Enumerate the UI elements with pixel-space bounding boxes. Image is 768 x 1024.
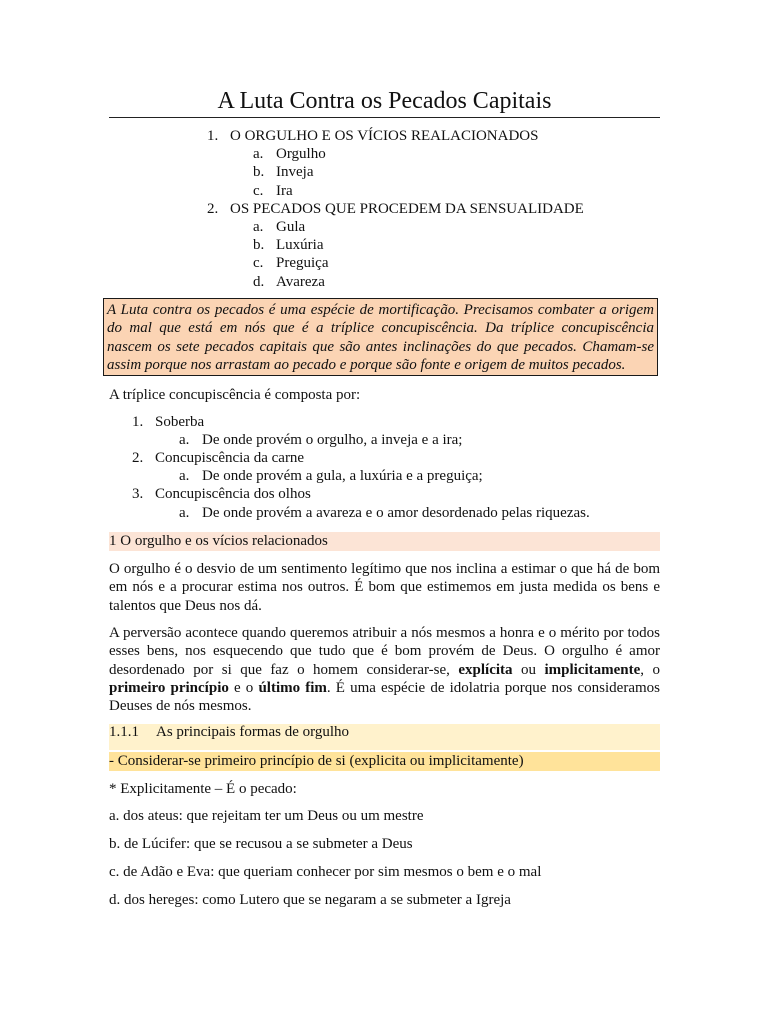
callout-box: A Luta contra os pecados é uma espécie de mortificação. Precisamos combater a origem do mal que está em nós que é a tríplice concupiscência. Da tríplice concupiscência nascem os sete pecados capitais que são antes inclinações do que pecados. Chamam-se assim porque nos arrastam ao pecado e porque são fonte e origem de muitos pecados.: [103, 298, 658, 376]
outline-letter: c.: [253, 255, 264, 272]
outline-item-text: Orgulho: [276, 146, 326, 163]
outline-item-text: Inveja: [276, 164, 314, 181]
outline-item-text: Gula: [276, 218, 306, 235]
outline-item-text: Ira: [276, 182, 293, 199]
triplice-letter: a.: [179, 505, 190, 521]
outline-letter: a.: [253, 218, 264, 235]
bold-term: implicitamente: [544, 661, 641, 678]
list-item: c. de Adão e Eva: que queriam conhecer por sim mesmos o bem e o mal: [109, 864, 542, 880]
bold-term: último fim: [258, 679, 327, 696]
paragraph-text: A perversão acontece quando queremos atribuir a nós mesmos a honra e o mérito por todos esses bens, nos esquecendo que tudo que é bom provém de Deus. O orgulho é amor desordenado por si que faz o homem considerar-se,: [109, 625, 660, 678]
outline-section: [109, 200, 660, 218]
triplice-subitem: De onde provém a gula, a luxúria e a preguiça;: [202, 468, 483, 484]
outline-letter: b.: [253, 237, 265, 254]
outline-number: 1.: [207, 128, 219, 144]
section-heading: 1 O orgulho e os vícios relacionados: [109, 532, 660, 551]
paragraph-perversao: [109, 624, 660, 715]
outline-item: [109, 236, 660, 254]
outline-section-title: O ORGULHO E OS VÍCIOS REALACIONADOS: [230, 128, 539, 144]
outline-item: [109, 182, 660, 200]
outline-list: [109, 127, 660, 291]
triplice-item: Concupiscência dos olhos: [155, 486, 311, 502]
title-underline: [109, 117, 660, 118]
subsection-number: 1.1.1: [109, 724, 139, 740]
outline-letter: c.: [253, 182, 264, 199]
subsection-heading: [109, 724, 660, 750]
outline-number: 2.: [207, 200, 219, 217]
triplice-letter: a.: [179, 468, 190, 484]
list-item: d. dos hereges: como Lutero que se negaram a se submeter a Igreja: [109, 892, 511, 908]
triplice-intro: A tríplice concupiscência é composta por:: [109, 387, 361, 403]
triplice-number: 1.: [132, 414, 144, 430]
paragraph-text: e o: [228, 679, 259, 696]
outline-item: [109, 145, 660, 163]
outline-letter: b.: [253, 164, 265, 181]
triplice-letter: a.: [179, 432, 190, 448]
outline-item-text: Preguiça: [276, 255, 329, 272]
triplice-number: 2.: [132, 450, 144, 466]
paragraph-text: . É uma espécie de idolatria porque nos consideramos Deuses de nós mesmos.: [109, 679, 660, 715]
bold-term: explícita: [458, 661, 513, 678]
outline-letter: d.: [253, 273, 265, 290]
list-item: b. de Lúcifer: que se recusou a se submeter a Deus: [109, 836, 413, 852]
page-title: A Luta Contra os Pecados Capitais: [217, 88, 552, 114]
outline-item-text: Avareza: [276, 273, 325, 290]
triplice-subitem: De onde provém a avareza e o amor desordenado pelas riquezas.: [202, 505, 590, 521]
outline-item: [109, 254, 660, 272]
outline-item: [109, 273, 660, 291]
outline-item: [109, 163, 660, 181]
bold-term: primeiro princípio: [109, 679, 229, 696]
outline-item-text: Luxúria: [276, 237, 324, 254]
triplice-item: Soberba: [155, 414, 205, 430]
outline-item: [109, 218, 660, 236]
triplice-number: 3.: [132, 486, 144, 502]
paragraph-text: , o: [640, 661, 661, 678]
outline-section-title: OS PECADOS QUE PROCEDEM DA SENSUALIDADE: [230, 200, 584, 217]
subsection-title: As principais formas de orgulho: [156, 724, 350, 740]
triplice-item: Concupiscência da carne: [155, 450, 305, 466]
highlight-line: - Considerar-se primeiro princípio de si (explicita ou implicitamente): [109, 752, 660, 771]
outline-section: [109, 127, 660, 145]
outline-letter: a.: [253, 146, 264, 163]
paragraph-text: ou: [512, 661, 545, 678]
explicit-intro: * Explicitamente – É o pecado:: [109, 781, 297, 797]
triplice-subitem: De onde provém o orgulho, a inveja e a ira;: [202, 432, 463, 448]
paragraph-orgulho: O orgulho é o desvio de um sentimento legítimo que nos inclina a estimar o que há de bom em nós e a procurar estima nos outros. É bom que estimemos em justa medida os bens e talentos que Deus nos dá.: [109, 561, 660, 614]
list-item: a. dos ateus: que rejeitam ter um Deus ou um mestre: [109, 808, 424, 824]
